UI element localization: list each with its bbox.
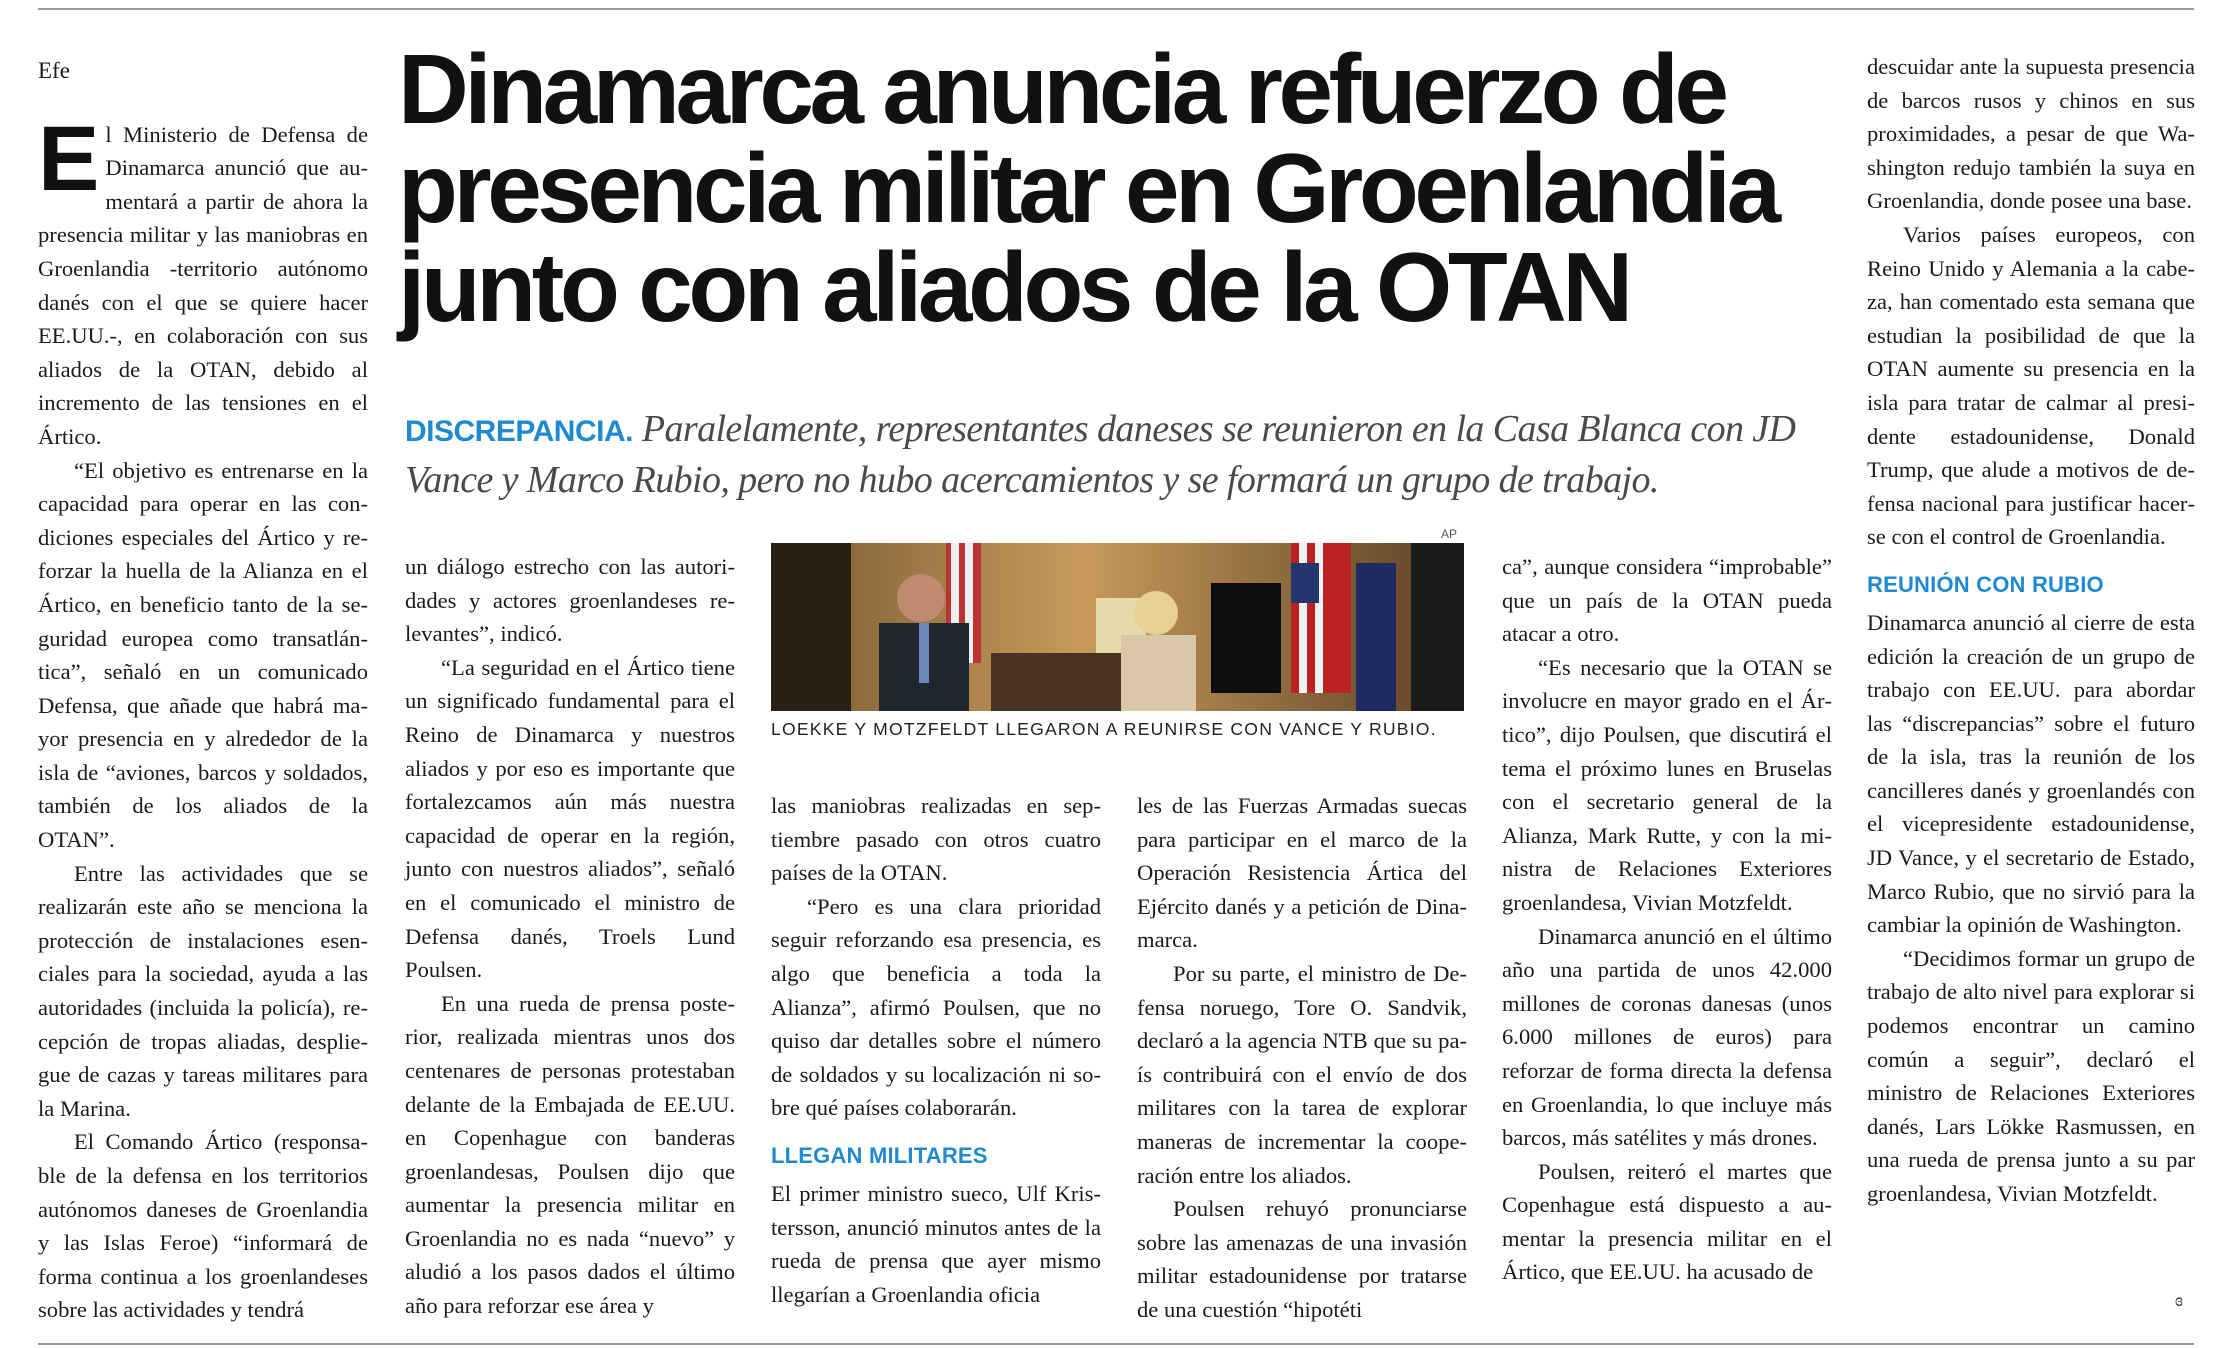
byline: Efe [38, 58, 70, 83]
article-column-5 [1502, 0, 1832, 1348]
bottom-rule [38, 1343, 2194, 1345]
paragraph: ca”, aunque considera “improbable” que un país de la OTAN pueda atacar a otro. [1502, 554, 1832, 647]
article-column-6 [1867, 0, 2195, 1348]
headline: Dinamarca anuncia refuerzo de presencia militar en Groenlandia junto con aliados de la OTAN [398, 34, 1777, 342]
paragraph: “Es necesario que la OTAN se involucre en mayor grado en el Ártico”, dijo Poulsen, que discutirá el tema el próximo lunes en Bruselas con el secretario general de la Alianza, Mark Rutte, y con la ministra de Relaciones Exteriores groenlandesa, Vivian Motzfeldt. [1502, 654, 1832, 915]
paragraph: Poulsen, reiteró el martes que Copenhague está dispuesto a aumentar la presencia militar en el Ártico, que EE.UU. ha acusado de [1502, 1158, 1832, 1285]
drop-cap: E [38, 107, 100, 210]
paragraph: El primer ministro sueco, Ulf Kristersson, anunció minutos antes de la rueda de prensa que ayer mismo llegarían a Groenlandia oficia [771, 1180, 1101, 1307]
article-column-4 [1137, 0, 1467, 1348]
paragraph: En una rueda de prensa posterior, realizada mientras unos dos centenares de personas protestaban delante de la Embajada de EE.UU. en Copenhague con banderas groenlandesas, Poulsen dijo que aumentar la presencia militar en Groenlandia no es nada “nuevo” y aludió a los pasos dados el último año para reforzar ese área y [405, 990, 735, 1319]
paragraph: “El objetivo es entrenarse en la capacidad para operar en las condiciones especiales del Ártico y reforzar la huella de la Alianza en el Ártico, en beneficio tanto de la seguridad europea como transatlántica”, señaló en un comunicado Defensa, que añade que habrá mayor presencia en y alrededor de la isla de “aviones, barcos y soldados, también de los aliados de la OTAN”. [38, 457, 368, 853]
paragraph: Por su parte, el ministro de Defensa noruego, Tore O. Sandvik, declaró a la agencia NTB que su país contribuirá con el envío de dos militares con la tarea de explorar maneras de incrementar la cooperación entre los aliados. [1137, 960, 1467, 1188]
paragraph: Entre las actividades que se realizarán este año se menciona la protección de instalaciones esenciales para la sociedad, ayuda a las autoridades (incluida la policía), recepción de tropas aliadas, despliegue de cazas y tareas militares para la Marina. [38, 860, 368, 1121]
paragraph: Dinamarca anunció en el último año una partida de unos 42.000 millones de coronas danesas (unos 6.000 millones de euros) para reforzar de forma directa la defensa en Groenlandia, lo que incluye más barcos, más satélites y más drones. [1502, 923, 1832, 1151]
deck-label: DISCREPANCIA. [405, 415, 633, 448]
paragraph: “La seguridad en el Ártico tiene un significado fundamental para el Reino de Dinamarca y nuestros aliados y por eso es importante que fortalezcamos aún más nuestra capacidad de operar en la región, junto con nuestros aliados”, señaló en el comunicado el ministro de Defensa danés, Troels Lund Poulsen. [405, 654, 735, 983]
lead-text: l Ministerio de Defensa de Dinamarca anunció que aumentará a partir de ahora la presencia militar y las maniobras en Groenlandia -territorio autónomo danés con el que se quiere hacer EE.UU.-, en colaboración con sus aliados de la OTAN, debido al incremento de las tensiones en el Ártico. [38, 121, 368, 449]
subheading: LLEGAN MILITARES [771, 1142, 988, 1168]
paragraph: Poulsen rehuyó pronunciarse sobre las amenazas de una invasión militar estadounidense por tratarse de una cuestión “hipotéti [1137, 1196, 1467, 1322]
article-column-2 [405, 0, 735, 1348]
paragraph: descuidar ante la supuesta presencia de barcos rusos y chinos en sus proximidades, a pesar de que Washington redujo también la suya en Groenlandia, donde posee una base. [1867, 54, 2195, 214]
paragraph: Varios países europeos, con Reino Unido y Alemania a la cabeza, han comentado esta semana que estudian la posibilidad de que la OTAN aumente su presencia en la isla para tratar de calmar al presidente estadounidense, Donald Trump, que alude a motivos de defensa nacional para justificar hacerse con el control de Groenlandia. [1867, 221, 2195, 550]
paragraph: las maniobras realizadas en septiembre pasado con otros cuatro países de la OTAN. [771, 793, 1101, 886]
deck-text: Paralelamente, representantes daneses se reunieron en la Casa Blanca con JD Vance y Marco Rubio, pero no hubo acercamientos y se formará un grupo de trabajo. [405, 408, 1796, 501]
paragraph: “Pero es una clara prioridad seguir reforzando esa presencia, es algo que beneficia a toda la Alianza”, afirmó Poulsen, que no quiso dar detalles sobre el número de soldados y su localización ni sobre qué países colaborarán. [771, 893, 1101, 1121]
photo-caption: LOEKKE Y MOTZFELDT LLEGARON A REUNIRSE CON VANCE Y RUBIO. [771, 719, 1437, 739]
photo-credit: AP [1441, 527, 1458, 541]
article-column-1 [38, 0, 368, 1348]
paragraph: Dinamarca anunció al cierre de esta edición la creación de un grupo de trabajo con EE.UU. para abordar las “discrepancias” sobre el futuro de la isla, tras la reunión de los cancilleres danés y groenlandés con el vicepresidente estadounidense, JD Vance, y el secretario de Estado, Marco Rubio, que no sirvió para la cambiar la opinión de Washington. [1867, 609, 2195, 938]
article-column-3 [771, 0, 1101, 1348]
paragraph: un diálogo estrecho con las autoridades y actores groenlandeses relevantes”, indicó. [405, 554, 735, 647]
subheading: REUNIÓN CON RUBIO [1867, 571, 2104, 597]
paragraph: El Comando Ártico (responsable de la defensa en los territorios autónomos daneses de Groenlandia y las Islas Feroe) “informará de forma continua a los groenlandeses sobre las actividades y tendrá [38, 1129, 368, 1323]
end-mark-icon: ɞ [2175, 1290, 2183, 1310]
paragraph: les de las Fuerzas Armadas suecas para participar en el marco de la Operación Resistencia Ártica del Ejército danés y a petición de Dinamarca. [1137, 793, 1467, 953]
paragraph: “Decidimos formar un grupo de trabajo de alto nivel para explorar si podemos encontrar un camino común a seguir”, declaró el ministro de Relaciones Exteriores danés, Lars Lökke Rasmussen, en una rueda de prensa junto a su par groenlandesa, Vivian Motzfeldt. [1867, 945, 2195, 1206]
lead-paragraph [38, 107, 368, 454]
